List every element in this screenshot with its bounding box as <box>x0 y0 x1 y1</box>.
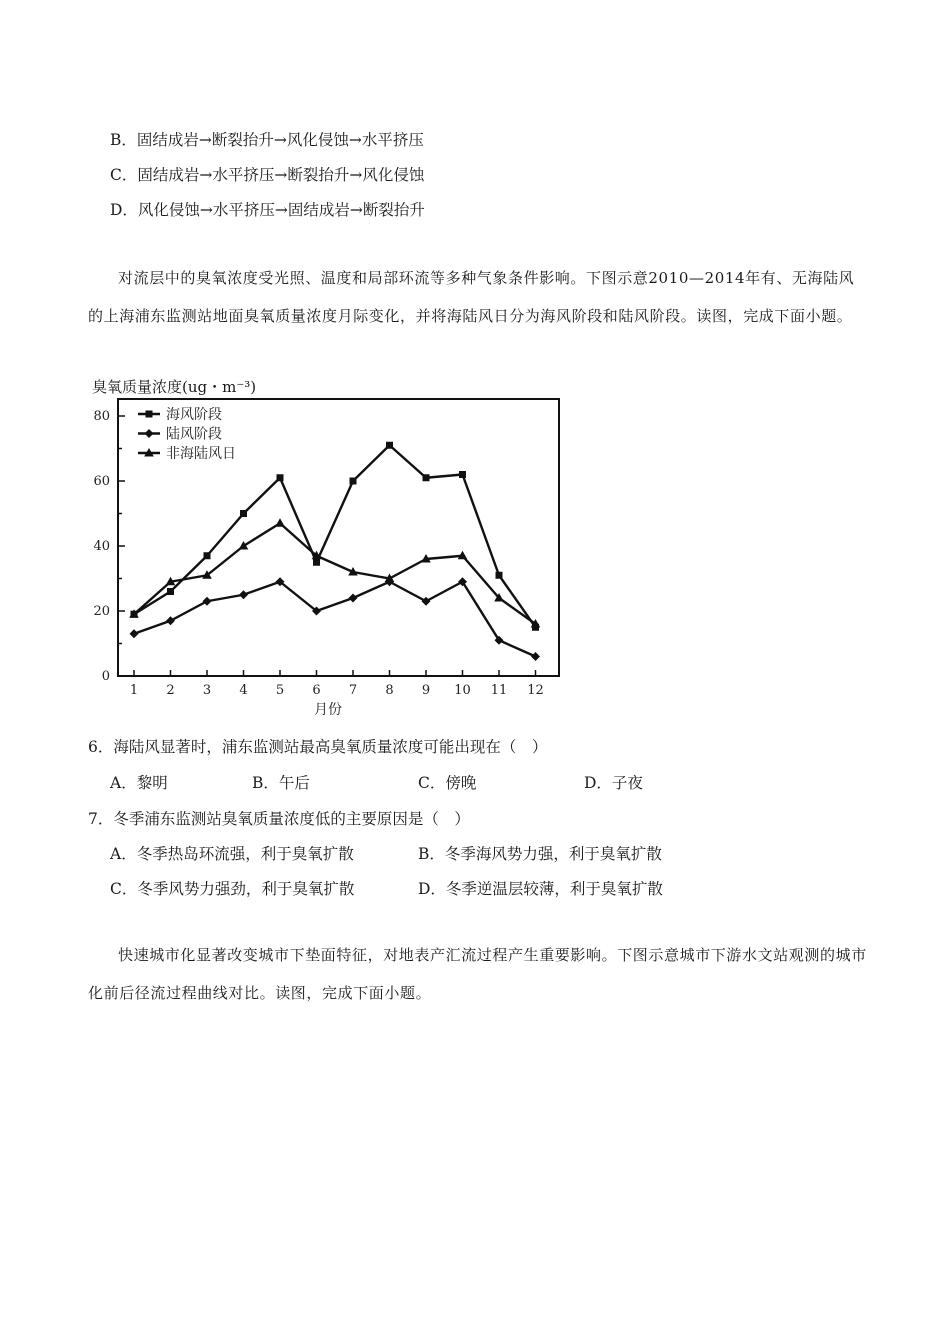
x-tick-label: 9 <box>421 683 431 698</box>
legend <box>138 407 236 462</box>
ozone-line-chart <box>80 392 580 722</box>
q7-option-c[interactable]: C．冬季风势力强劲，利于臭氧扩散 <box>110 880 355 898</box>
data-point-square <box>459 471 466 478</box>
data-point-diamond <box>531 652 540 661</box>
x-tick-label: 6 <box>312 683 321 698</box>
q6-option-c[interactable]: C．傍晚 <box>418 774 477 792</box>
q6-option-b[interactable]: B．午后 <box>252 774 310 792</box>
x-tick-label: 1 <box>129 683 139 698</box>
chart-y-title: 臭氧质量浓度(ug・m⁻³) <box>92 378 257 396</box>
data-point-square <box>167 588 174 595</box>
data-point-square <box>204 552 211 559</box>
x-tick-label: 5 <box>275 683 285 698</box>
x-tick-label: 7 <box>348 683 358 698</box>
intro-paragraph-ozone: 对流层中的臭氧浓度受光照、温度和局部环流等多种气象条件影响。下图示意2010—2014年有、无海陆风的上海浦东监测站地面臭氧质量浓度月际变化，并将海陆风日分为海风阶段和陆风阶段。读图，完成下面小题。 <box>88 269 855 325</box>
q7-option-d[interactable]: D．冬季逆温层较薄，利于臭氧扩散 <box>418 880 663 898</box>
legend-label: 陆风阶段 <box>166 426 222 443</box>
data-point-diamond <box>130 629 139 638</box>
intro-paragraph-urbanization: 快速城市化显著改变城市下垫面特征，对地表产汇流过程产生重要影响。下图示意城市下游水文站观测的城市化前后径流过程曲线对比。读图，完成下面小题。 <box>88 946 867 1002</box>
y-tick-label: 40 <box>93 539 110 554</box>
legend-marker-square <box>146 411 153 418</box>
data-point-square <box>277 474 284 481</box>
y-tick-label: 0 <box>101 669 110 684</box>
data-point-diamond <box>422 597 431 606</box>
y-tick-label: 20 <box>93 604 110 619</box>
q6-option-d[interactable]: D．子夜 <box>584 774 643 792</box>
data-point-square <box>496 572 503 579</box>
question-7-stem: 7．冬季浦东监测站臭氧质量浓度低的主要原因是（ ） <box>88 810 470 828</box>
x-tick-label: 8 <box>385 683 394 698</box>
series-line-square <box>134 445 536 627</box>
option-d-prev: D．风化侵蚀→水平挤压→固结成岩→断裂抬升 <box>110 201 425 219</box>
legend-label: 非海陆风日 <box>166 446 236 462</box>
x-axis <box>130 670 544 698</box>
option-b-prev: B．固结成岩→断裂抬升→风化侵蚀→水平挤压 <box>110 131 424 149</box>
x-tick-label: 10 <box>454 683 471 698</box>
question-6-stem: 6．海陆风显著时，浦东监测站最高臭氧质量浓度可能出现在（ ） <box>88 738 548 756</box>
y-axis <box>93 409 125 684</box>
x-tick-label: 2 <box>166 683 175 698</box>
data-point-square <box>240 510 247 517</box>
q6-option-a[interactable]: A．黎明 <box>110 774 168 792</box>
y-tick-label: 60 <box>93 474 110 489</box>
data-point-diamond <box>166 616 175 625</box>
data-point-diamond <box>349 594 358 603</box>
option-c-prev: C．固结成岩→水平挤压→断裂抬升→风化侵蚀 <box>110 166 425 184</box>
x-tick-label: 3 <box>202 683 212 698</box>
x-axis-label: 月份 <box>314 702 342 718</box>
data-point-square <box>350 478 357 485</box>
data-point-square <box>423 474 430 481</box>
legend-label: 海风阶段 <box>166 407 222 423</box>
q7-option-b[interactable]: B．冬季海风势力强，利于臭氧扩散 <box>418 845 662 863</box>
series-group <box>129 442 540 661</box>
x-tick-label: 11 <box>490 683 508 698</box>
data-point-diamond <box>239 590 248 599</box>
series-line-diamond <box>134 582 536 657</box>
x-tick-label: 12 <box>527 683 544 698</box>
legend-marker-diamond <box>145 429 154 438</box>
data-point-triangle <box>275 518 285 527</box>
data-point-square <box>313 559 320 566</box>
data-point-diamond <box>203 597 212 606</box>
q7-option-a[interactable]: A．冬季热岛环流强，利于臭氧扩散 <box>110 845 354 863</box>
data-point-square <box>386 442 393 449</box>
y-tick-label: 80 <box>93 409 110 424</box>
x-tick-label: 4 <box>239 683 248 698</box>
